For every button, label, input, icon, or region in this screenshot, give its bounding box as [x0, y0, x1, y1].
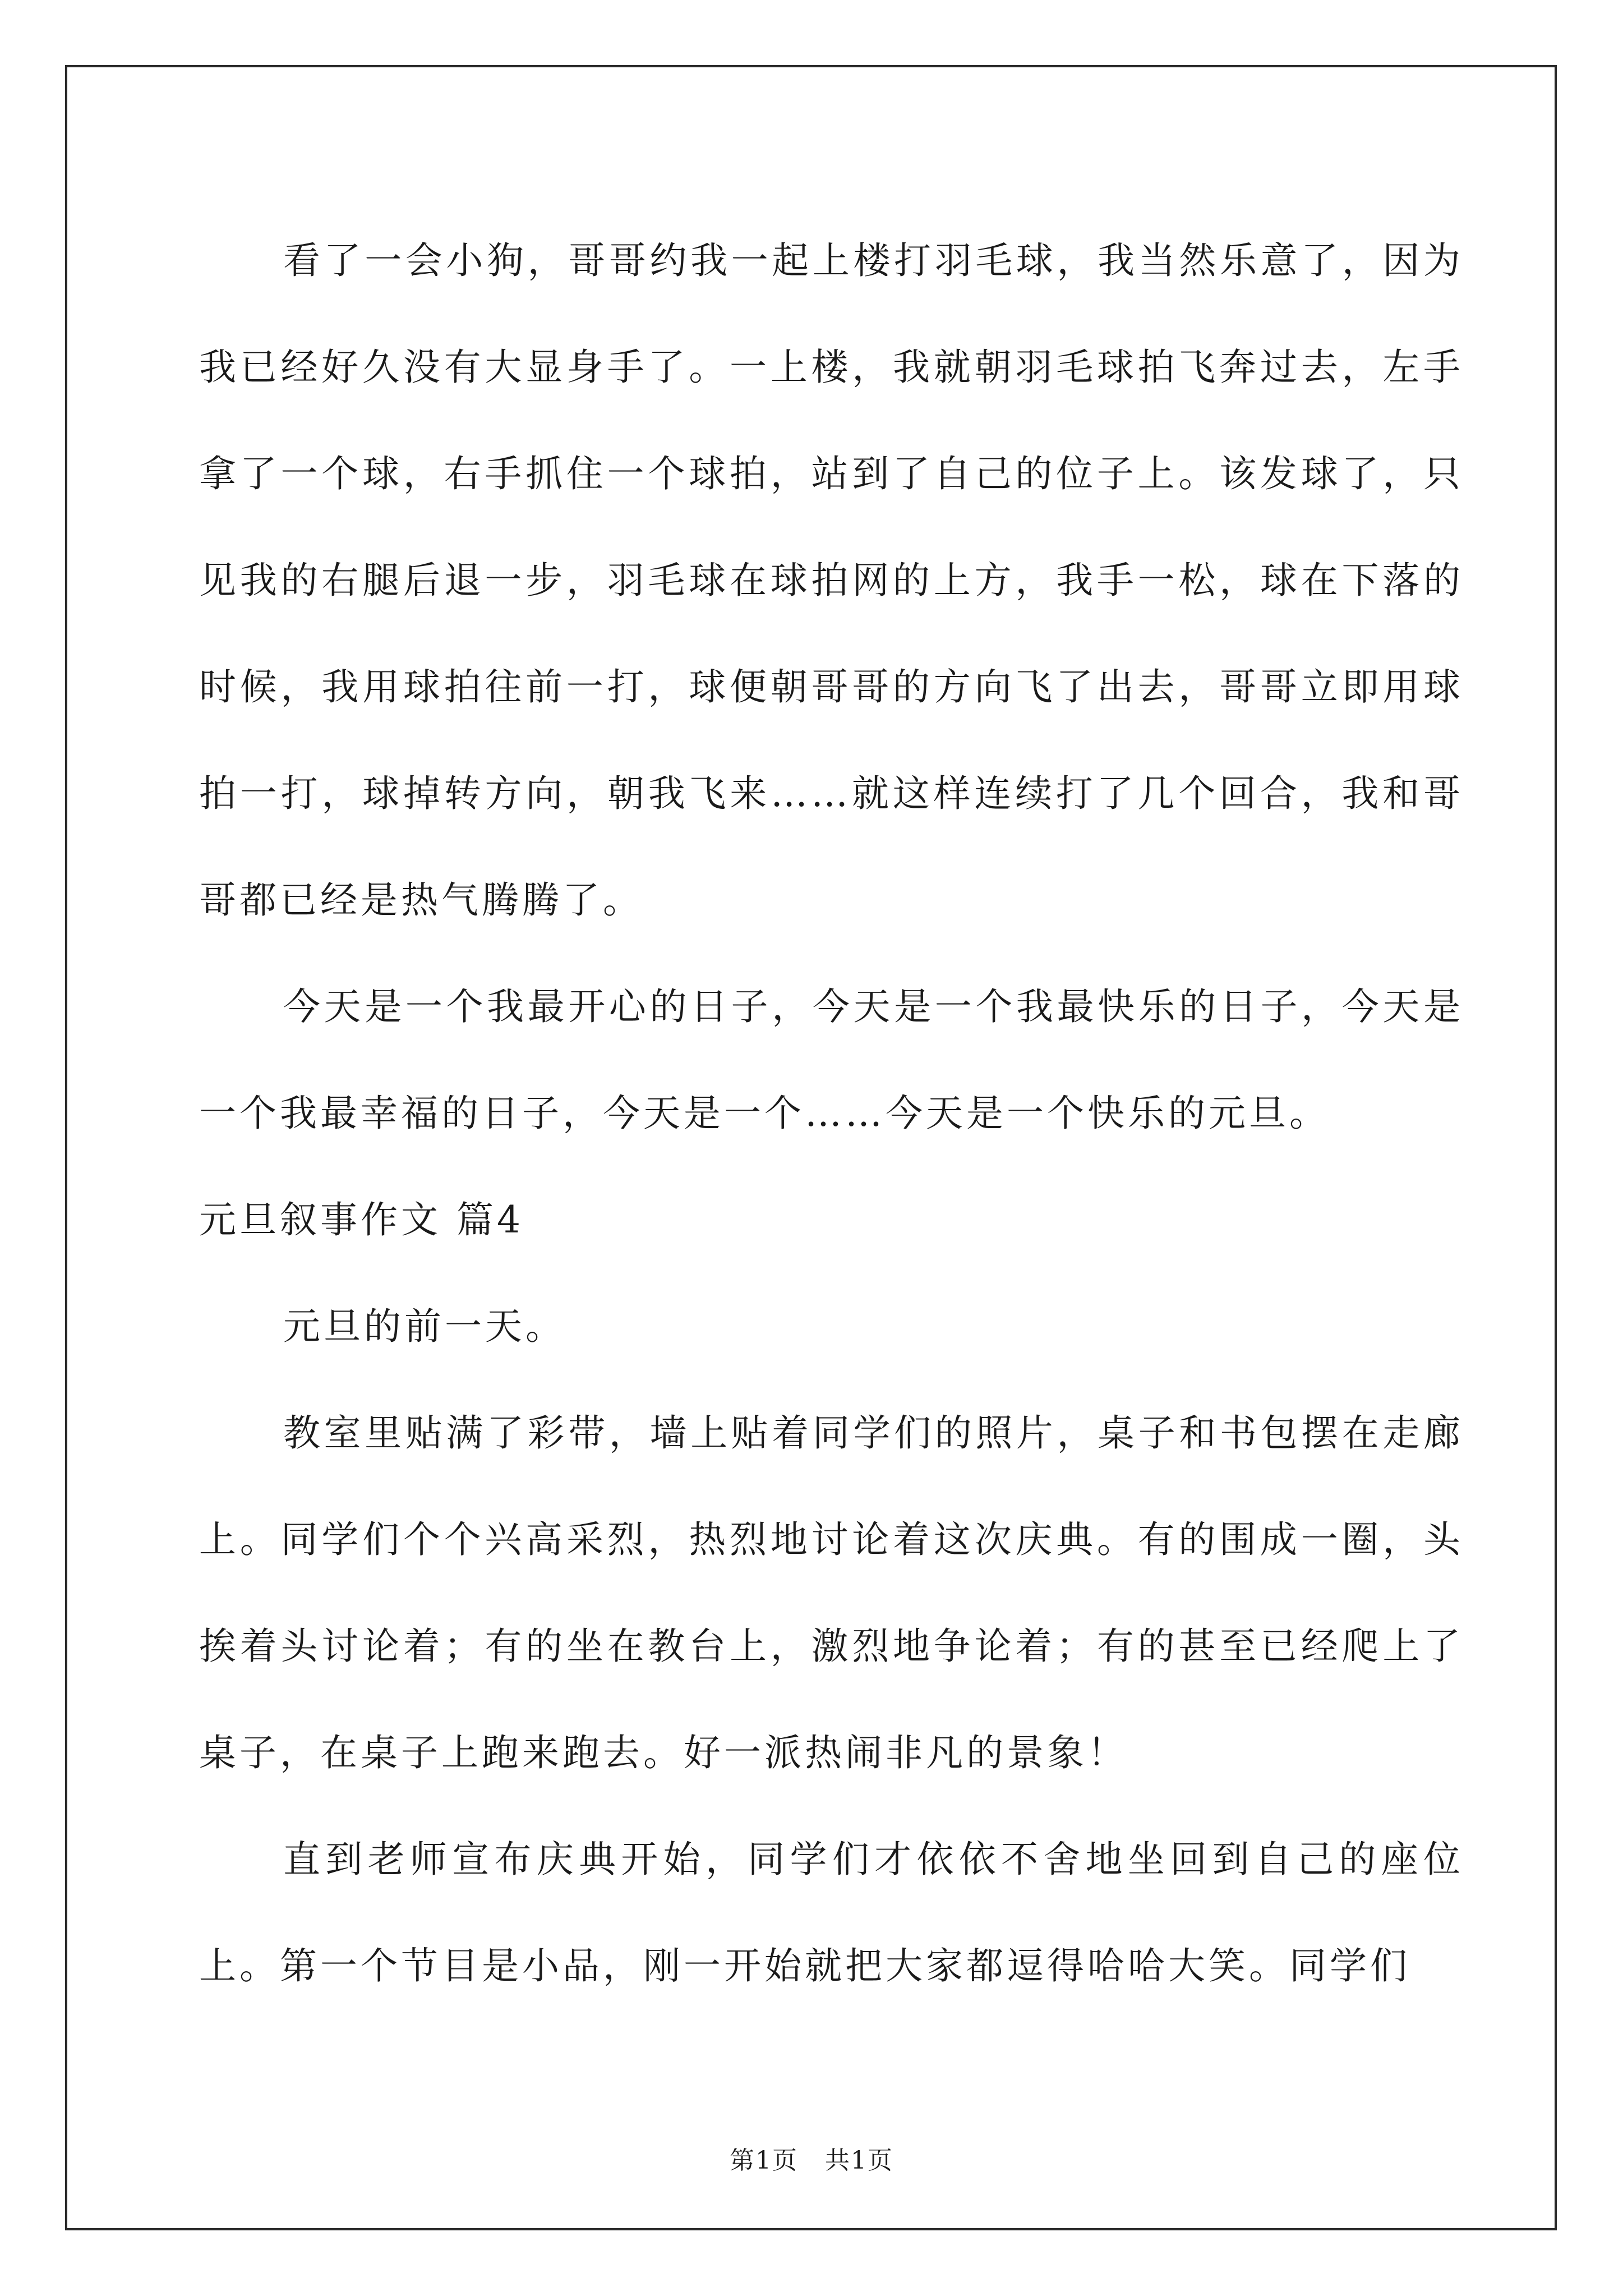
paragraph: 教室里贴满了彩带，墙上贴着同学们的照片，桌子和书包摆在走廊上。同学们个个兴高采烈，热烈地讨论着这次庆典。有的围成一圈，头挨着头讨论着；有的坐在教台上，激烈地争论着；有的甚至已经爬上了桌子，在桌子上跑来跑去。好一派热闹非凡的景象！: [199, 1411, 1464, 1774]
paragraph: 直到老师宣布庆典开始，同学们才依依不舍地坐回到自己的座位上。第一个节目是小品，刚一开始就把大家都逗得哈哈大笑。同学们: [199, 1838, 1464, 1987]
page-number: 第1页: [730, 2146, 799, 2175]
paragraph: 看了一会小狗，哥哥约我一起上楼打羽毛球，我当然乐意了，因为我已经好久没有大显身手了。一上楼，我就朝羽毛球拍飞奔过去，左手拿了一个球，右手抓住一个球拍，站到了自己的位子上。该发球了，只见我的右腿后退一步，羽毛球在球拍网的上方，我手一松，球在下落的时候，我用球拍往前一打，球便朝哥哥的方向飞了出去，哥哥立即用球拍一打，球掉转方向，朝我飞来……就这样连续打了几个回合，我和哥哥都已经是热气腾腾了。: [199, 239, 1464, 922]
footer-separator: [798, 2146, 825, 2175]
page-total: 共1页: [824, 2146, 893, 2175]
paragraph: 元旦的前一天。: [283, 1305, 566, 1348]
paragraph: 今天是一个我最开心的日子，今天是一个我最快乐的日子，今天是一个我最幸福的日子，今天是一个……今天是一个快乐的元旦。: [199, 985, 1464, 1135]
section-heading: 元旦叙事作文 篇4: [199, 1198, 524, 1241]
page-footer: [0, 2140, 1623, 2176]
document-body: [199, 208, 1464, 2019]
